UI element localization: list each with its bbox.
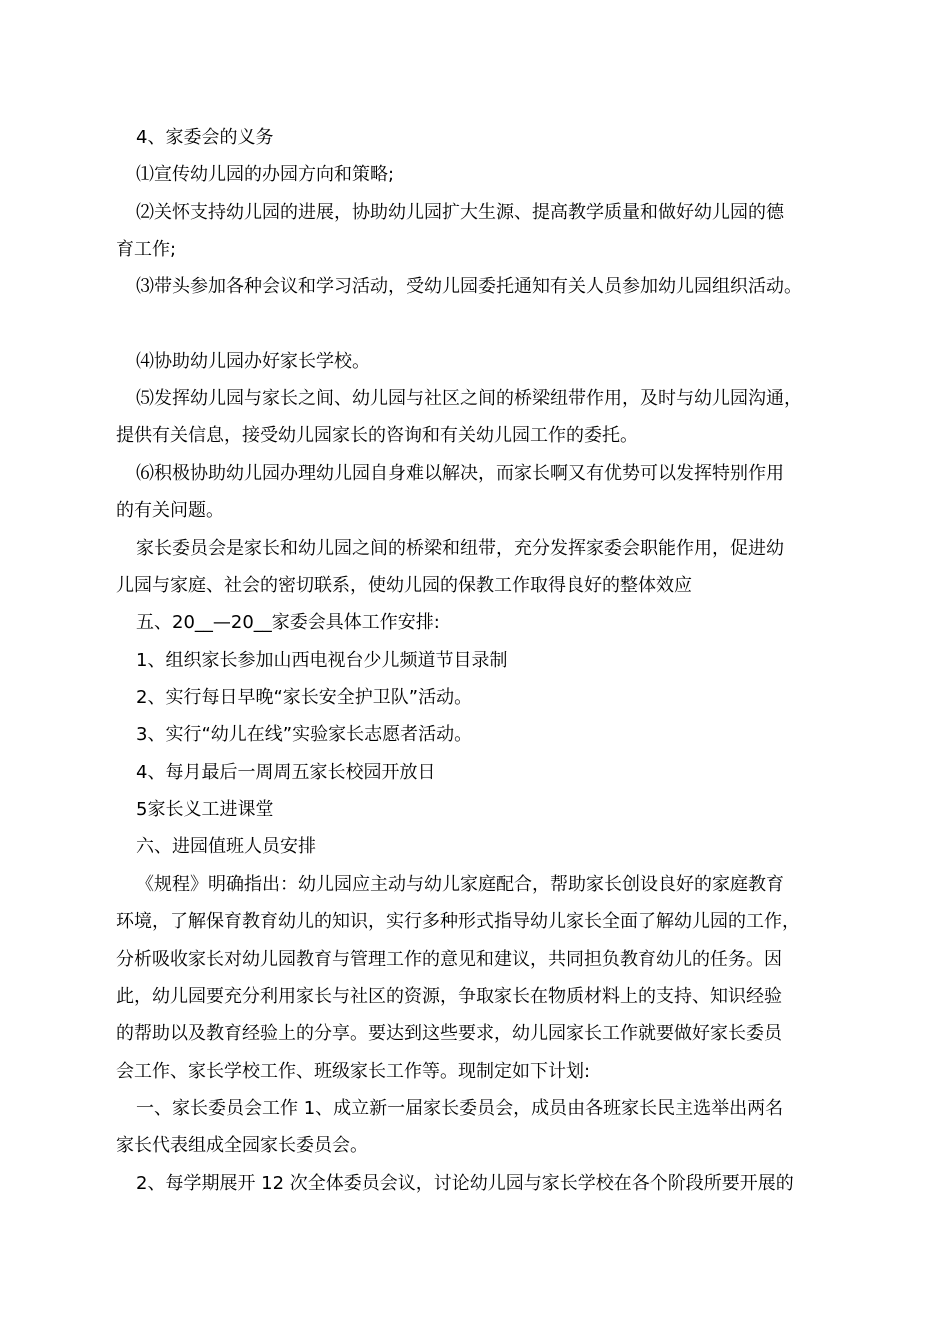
duty-item-5: ⑸发挥幼儿园与家长之间、幼儿园与社区之间的桥梁纽带作用，及时与幼儿园沟通， bbox=[136, 388, 802, 409]
duty-item-3: ⑶带头参加各种会议和学习活动，受幼儿园委托通知有关人员参加幼儿园组织活动。 bbox=[136, 276, 802, 297]
plan-item-1: 1、组织家长参加山西电视台少儿频道节目录制 bbox=[136, 650, 508, 671]
duty-item-2-cont: 育工作; bbox=[116, 239, 177, 260]
duty-item-4: ⑷协助幼儿园办好家长学校。 bbox=[136, 351, 370, 372]
plan-item-3: 3、实行“幼儿在线”实验家长志愿者活动。 bbox=[136, 724, 473, 745]
section-heading-six: 六、进园值班人员安排 bbox=[136, 836, 316, 857]
plan-item-5: 5家长义工进课堂 bbox=[136, 799, 274, 820]
duty-item-1: ⑴宣传幼儿园的办园方向和策略; bbox=[136, 164, 395, 185]
duty-item-5-cont: 提供有关信息，接受幼儿园家长的咨询和有关幼儿园工作的委托。 bbox=[116, 425, 638, 446]
plan-item-4: 4、每月最后一周周五家长校园开放日 bbox=[136, 762, 436, 783]
committee-paragraph: 家长委员会是家长和幼儿园之间的桥梁和纽带，充分发挥家委会职能作用，促进幼 bbox=[136, 538, 784, 559]
committee-paragraph-cont: 儿园与家庭、社会的密切联系，使幼儿园的保教工作取得良好的整体效应 bbox=[116, 575, 692, 596]
duty-item-2: ⑵关怀支持幼儿园的进展，协助幼儿园扩大生源、提高教学质量和做好幼儿园的德 bbox=[136, 202, 784, 223]
committee-work-heading: 一、家长委员会工作 1、成立新一届家长委员会，成员由各班家长民主选举出两名 bbox=[136, 1098, 784, 1119]
plan-item-2: 2、实行每日早晚“家长安全护卫队”活动。 bbox=[136, 687, 473, 708]
regulation-paragraph-line-2: 环境，了解保育教育幼儿的知识，实行多种形式指导幼儿家长全面了解幼儿园的工作， bbox=[116, 911, 800, 932]
regulation-paragraph-line-3: 分析吸收家长对幼儿园教育与管理工作的意见和建议，共同担负教育幼儿的任务。因 bbox=[116, 949, 782, 970]
section-heading-five: 五、20__—20__家委会具体工作安排: bbox=[136, 612, 440, 633]
regulation-paragraph-line-5: 的帮助以及教育经验上的分享。要达到这些要求，幼儿园家长工作就要做好家长委员 bbox=[116, 1023, 782, 1044]
regulation-paragraph-line-6: 会工作、家长学校工作、班级家长工作等。现制定如下计划: bbox=[116, 1061, 591, 1082]
duty-item-6-cont: 的有关问题。 bbox=[116, 500, 224, 521]
regulation-paragraph: 《规程》明确指出：幼儿园应主动与幼儿家庭配合，帮助家长创设良好的家庭教育 bbox=[136, 874, 784, 895]
section-heading-duties: 4、家委会的义务 bbox=[136, 127, 274, 148]
committee-work-cont: 家长代表组成全园家长委员会。 bbox=[116, 1135, 368, 1156]
regulation-paragraph-line-4: 此，幼儿园要充分利用家长与社区的资源，争取家长在物质材料上的支持、知识经验 bbox=[116, 986, 782, 1007]
committee-work-item-2: 2、每学期展开 12 次全体委员会议，讨论幼儿园与家长学校在各个阶段所要开展的 bbox=[136, 1173, 794, 1194]
duty-item-6: ⑹积极协助幼儿园办理幼儿园自身难以解决，而家长啊又有优势可以发挥特别作用 bbox=[136, 463, 784, 484]
